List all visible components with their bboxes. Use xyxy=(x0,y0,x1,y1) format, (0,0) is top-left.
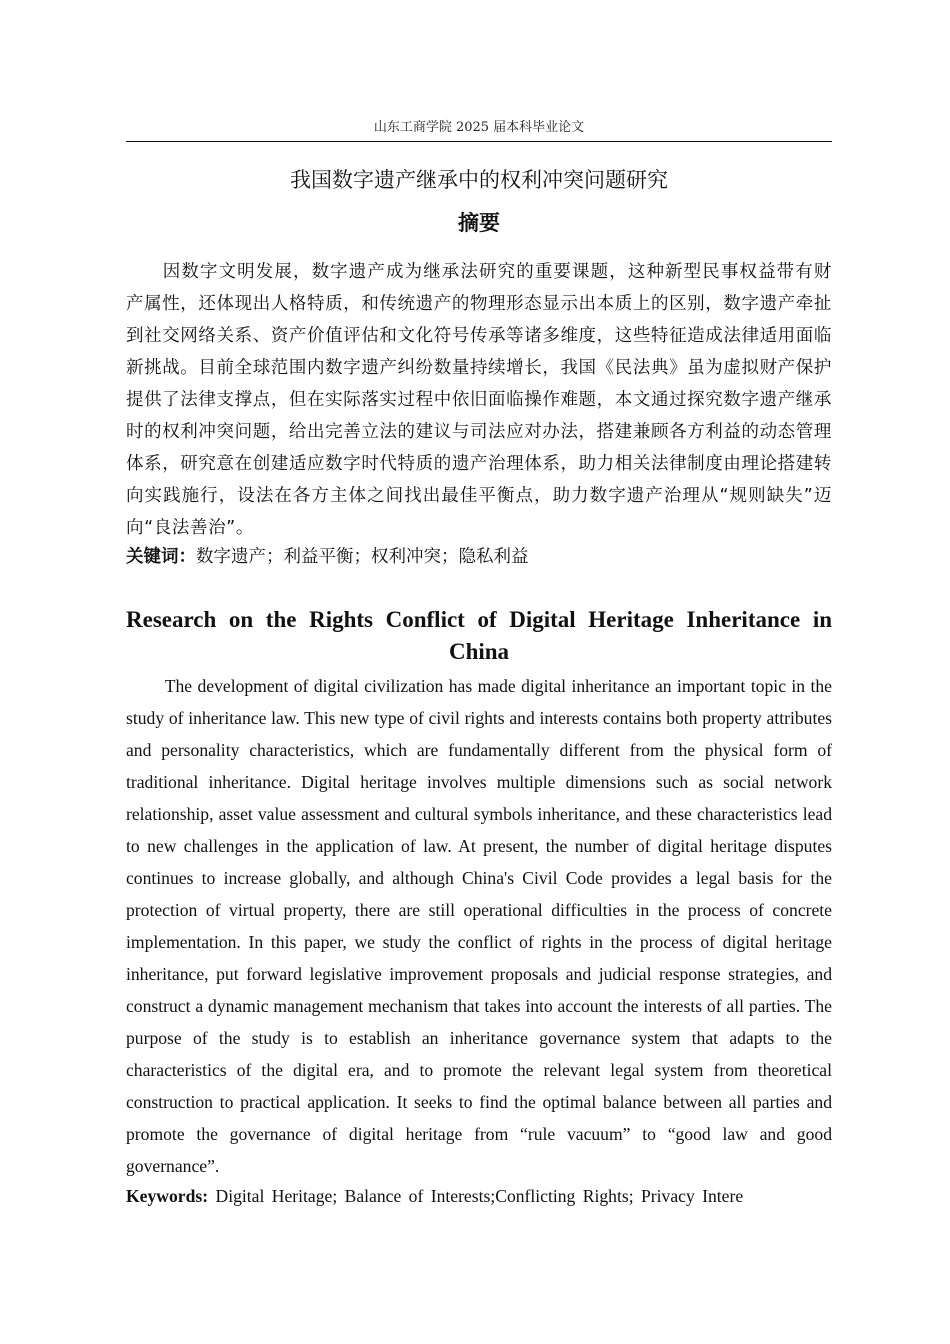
chinese-title: 我国数字遗产继承中的权利冲突问题研究 xyxy=(290,168,668,192)
chinese-abstract-body: 因数字文明发展，数字遗产成为继承法研究的重要课题，这种新型民事权益带有财产属性，还体现出人格特质，和传统遗产的物理形态显示出本质上的区别，数字遗产牵扯到社交网络关系、资产价值评估和文化符号传承等诸多维度，这些特征造成法律适用面临新挑战。目前全球范围内数字遗产纠纷数量持续增长，我国《民法典》虽为虚拟财产保护提供了法律支撑点，但在实际落实过程中依旧面临操作难题，本文通过探究数字遗产继承时的权利冲突问题，给出完善立法的建议与司法应对办法，搭建兼顾各方利益的动态管理体系，研究意在创建适应数字时代特质的遗产治理体系，助力相关法律制度由理论搭建转向实践施行，设法在各方主体之间找出最佳平衡点，助力数字遗产治理从“规则缺失”迈向“良法善治”。 xyxy=(126,262,832,538)
running-header: 山东工商学院 2025 届本科毕业论文 xyxy=(373,120,585,135)
english-abstract-body: The development of digital civilization has made digital inheritance an important topic in the study of inheritance law. This new type of civil rights and interests contains both property attributes and personality characteristics, which are fundamentally different from the physical form of traditional inheritance. Digital heritage involves multiple dimensions such as social network relationship, asset value assessment and cultural symbols inheritance, and these characteristics lead to new challenges in the application of law. At present, the number of digital heritage disputes continues to increase globally, and although China's Civil Code provides a legal basis for the protection of virtual property, there are still operational difficulties in the process of concrete implementation. In this paper, we study the conflict of rights in the process of digital heritage inheritance, put forward legislative improvement proposals and judicial response strategies, and construct a dynamic management mechanism that takes into account the interests of all parties. The purpose of the study is to establish an inheritance governance system that adapts to the characteristics of the digital era, and to promote the relevant legal system from theoretical construction to practical application. It seeks to find the optimal balance between all parties and promote the governance of digital heritage from “rule vacuum” to “good law and good governance”. xyxy=(126,676,832,1176)
english-keywords-label: Keywords: xyxy=(126,1186,209,1206)
chinese-keywords xyxy=(126,541,832,573)
english-keywords-list: Digital Heritage; Balance of Interests;Conflicting Rights; Privacy Intere xyxy=(215,1186,744,1206)
english-keywords xyxy=(126,1180,832,1212)
header-divider xyxy=(126,141,832,142)
english-title: Research on the Rights Conflict of Digital Heritage Inheritance in China xyxy=(126,607,832,664)
chinese-keywords-label: 关键词： xyxy=(126,547,196,567)
chinese-abstract-heading: 摘要 xyxy=(458,211,500,235)
chinese-keywords-list: 数字遗产；利益平衡；权利冲突；隐私利益 xyxy=(196,547,529,567)
